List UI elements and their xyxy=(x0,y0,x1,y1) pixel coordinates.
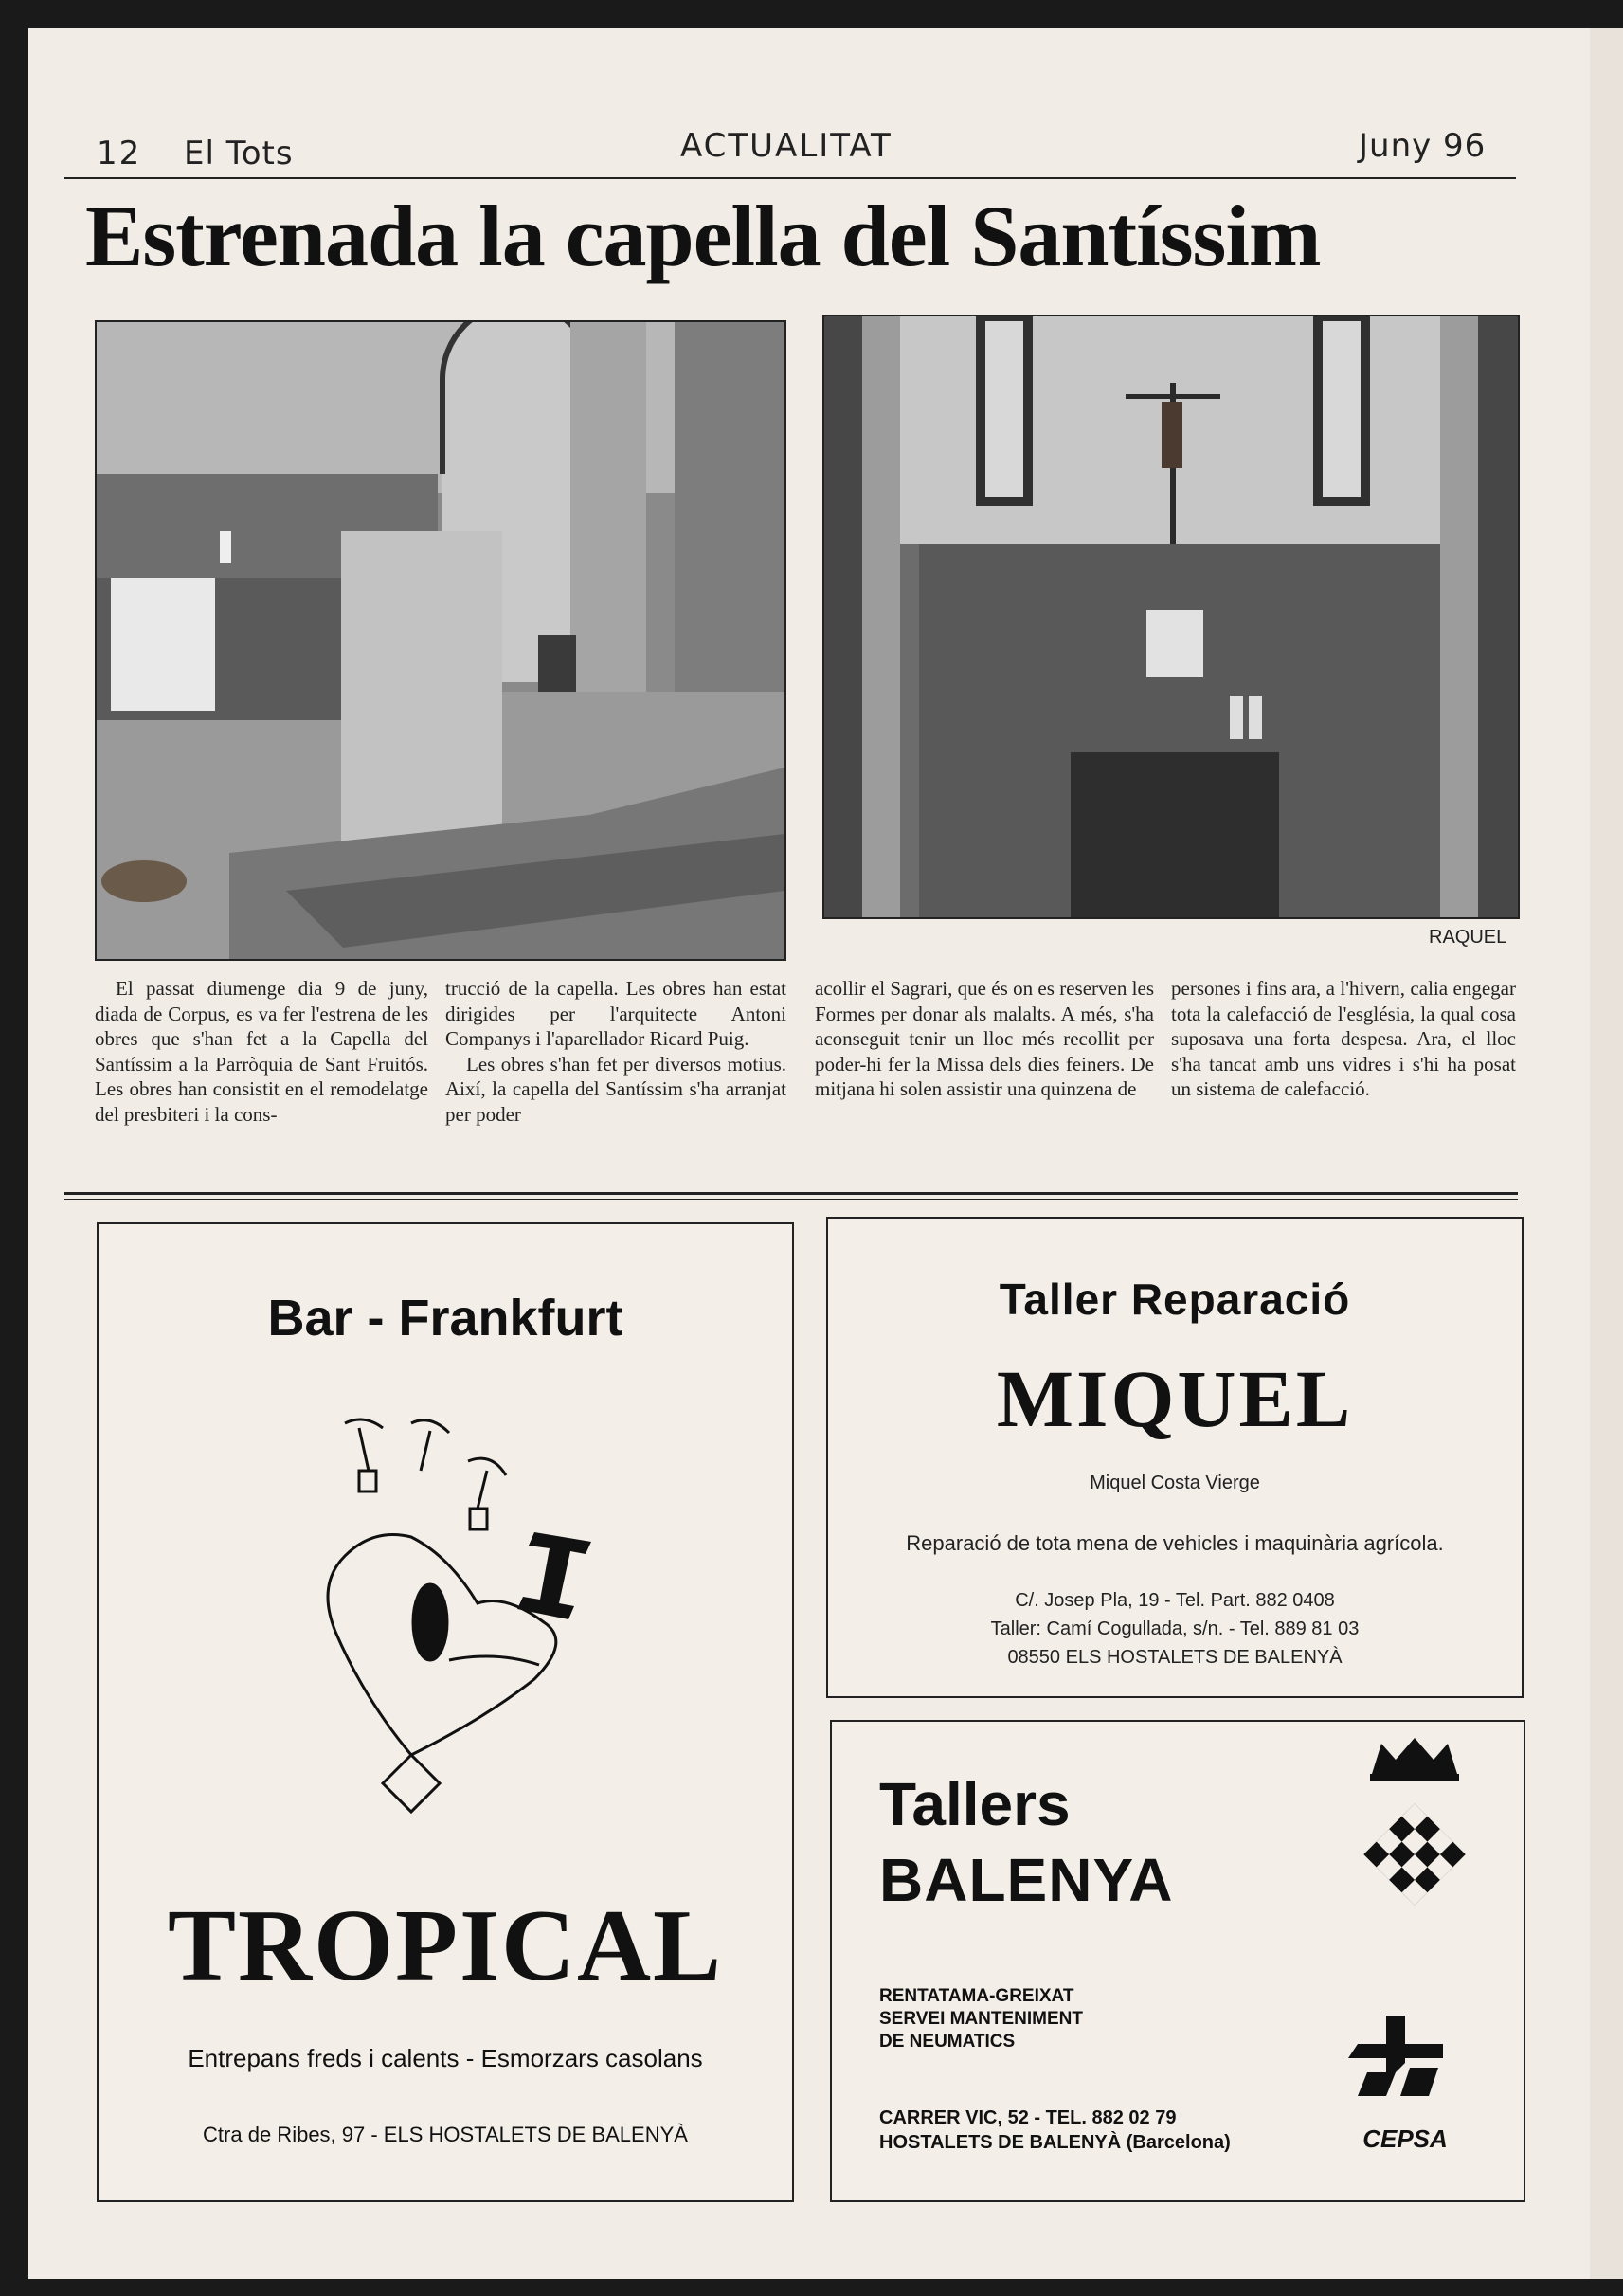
article-column-1 xyxy=(95,976,428,1127)
paragraph: trucció de la capella. Les obres han estat dirigides per l'arquitecte Antoni Companys i l'aparellador Ricard Puig. xyxy=(445,977,786,1050)
ad-miquel-address-1: C/. Josep Pla, 19 - Tel. Part. 882 0408 xyxy=(1015,1590,1335,1611)
chapel-photo-left xyxy=(95,320,786,961)
article-column-4 xyxy=(1171,976,1516,1102)
paragraph: Les obres s'han fet per diversos motius. Així, la capella del Santíssim s'ha arranjat per poder xyxy=(445,1052,786,1126)
publication-name: El Tots xyxy=(184,135,294,172)
ad-miquel-address-2: Taller: Camí Cogullada, s/n. - Tel. 889 81 03 xyxy=(990,1618,1360,1639)
ad-balenya-line2: BALENYA xyxy=(879,1846,1174,1914)
address-line: CARRER VIC, 52 - TEL. 882 02 79 xyxy=(879,2107,1177,2128)
cepsa-brand: CEPSA xyxy=(1362,2124,1448,2153)
ad-miquel-owner: Miquel Costa Vierge xyxy=(1090,1473,1260,1493)
ad-miquel-title: Taller Reparació xyxy=(999,1275,1351,1324)
ad-taller-miquel xyxy=(826,1217,1524,1698)
ad-bar-frankfurt xyxy=(97,1222,794,2202)
ad-miquel-service: Reparació de tota mena de vehicles i maquinària agrícola. xyxy=(906,1531,1444,1555)
issue-date: Juny 96 xyxy=(1359,127,1487,165)
address-line: HOSTALETS DE BALENYÀ (Barcelona) xyxy=(879,2132,1231,2153)
article-column-3 xyxy=(815,976,1154,1102)
paragraph: acollir el Sagrari, que és on es reserven les Formes per donar als malalts. A més, s'ha aconseguit tenir un lloc més recollit per poder-hi fer la Missa dels dies feiners. De mitjana hi solen assistir una quinzena de xyxy=(815,977,1154,1100)
ad-miquel-address-3: 08550 ELS HOSTALETS DE BALENYÀ xyxy=(1007,1647,1343,1668)
service-line: SERVEI MANTENIMENT xyxy=(879,2009,1084,2029)
article-column-2 xyxy=(445,976,786,1127)
ad-frankfurt-title: Bar - Frankfurt xyxy=(267,1290,623,1347)
ad-balenya-address xyxy=(879,2106,1231,2155)
ad-frankfurt-tagline: Entrepans freds i calents - Esmorzars casolans xyxy=(188,2044,703,2072)
paragraph: persones i fins ara, a l'hivern, calia engegar tota la calefacció de l'església, la qual cosa suposava una forta despesa. Ara, el lloc s'ha tancat amb uns vidres i s'hi ha posat un sistema de calefacció. xyxy=(1171,977,1516,1100)
article-headline: Estrenada la capella del Santíssim xyxy=(85,188,1321,284)
service-line: RENTATAMA-GREIXAT xyxy=(879,1986,1074,2006)
next-page-edge xyxy=(1590,28,1623,2279)
section-rule xyxy=(64,1192,1518,1195)
page-number: 12 xyxy=(97,135,142,172)
cepsa-logo-icon xyxy=(1329,2006,1462,2120)
ad-miquel-name: MIQUEL xyxy=(996,1353,1354,1444)
ad-frankfurt-address: Ctra de Ribes, 97 - ELS HOSTALETS DE BALENYÀ xyxy=(203,2123,688,2146)
chapel-photo-right xyxy=(822,315,1520,919)
paragraph: El passat diumenge dia 9 de juny, diada de Corpus, es va fer l'estrena de les obres que s'han fet a la Capella del Santíssim a la Parròquia de Sant Fruitós. Les obres han consistit en el remodelatge del presbiteri i la cons- xyxy=(95,977,428,1126)
header-rule xyxy=(64,177,1516,179)
service-line: DE NEUMATICS xyxy=(879,2032,1016,2052)
letter-i-icon xyxy=(515,1528,601,1632)
ad-tallers-balenya xyxy=(830,1720,1525,2202)
section-title: ACTUALITAT xyxy=(680,127,893,165)
ad-balenya-services xyxy=(879,1985,1083,2053)
ad-brand-tropical: TROPICAL xyxy=(167,1889,724,2002)
coat-of-arms-icon xyxy=(1362,1736,1467,1916)
ad-balenya-line1: Tallers xyxy=(879,1770,1071,1838)
section-rule-thin xyxy=(64,1199,1518,1200)
photo-credit: RAQUEL xyxy=(1429,927,1507,948)
